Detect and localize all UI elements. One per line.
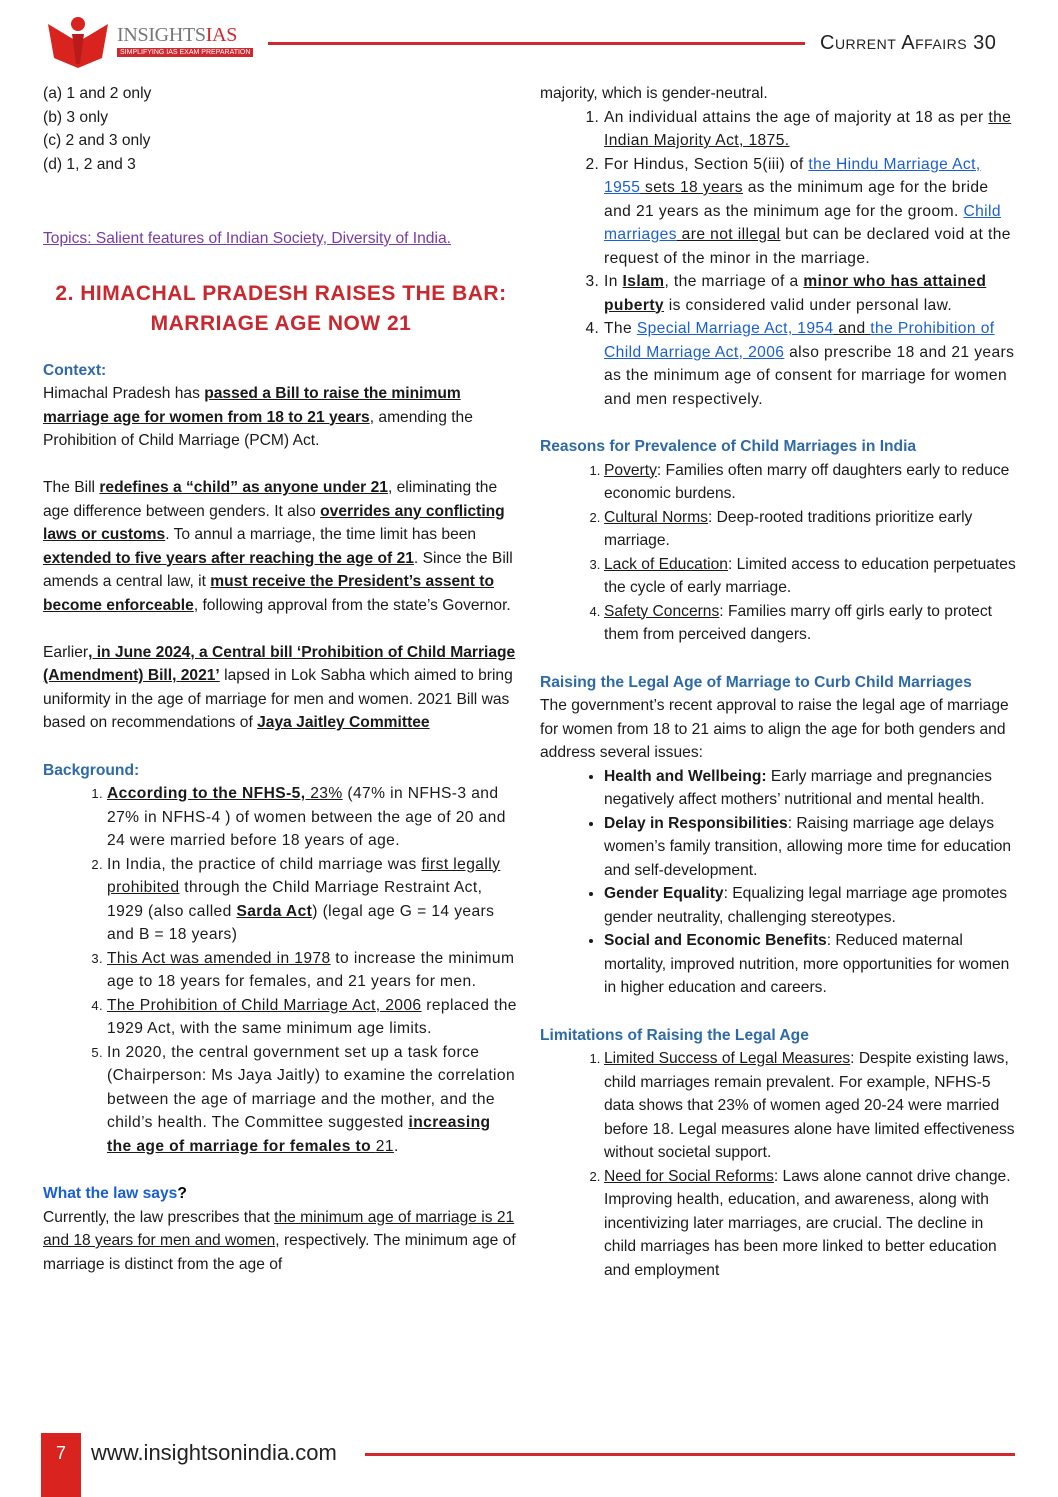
text-segment: Earlier xyxy=(43,643,89,661)
text-segment: the minimum age of marriage is 21 and 18 years for men and women, xyxy=(43,1208,515,1249)
text-segment: Lack of Education xyxy=(604,555,728,573)
list-item xyxy=(604,929,1018,1000)
brand-name xyxy=(117,24,237,47)
majority-lead: majority, which is gender-neutral. xyxy=(540,85,768,102)
text-segment: Delay in Responsibilities xyxy=(604,814,788,832)
list-item xyxy=(604,106,1018,153)
inline-link[interactable]: the Prohibition of Child Marriage Act, 2006 xyxy=(604,320,995,361)
text-segment: replaced the 1929 Act, with the same minimum age limits. xyxy=(107,996,517,1037)
context-paragraph-3 xyxy=(43,641,519,735)
list-item xyxy=(107,1041,519,1159)
background-list xyxy=(43,782,519,1158)
text-segment: An individual attains the age of majority at 18 as per xyxy=(604,108,989,126)
reasons-list xyxy=(540,459,1018,647)
article-heading xyxy=(43,279,519,339)
text-segment: Social and Economic Benefits xyxy=(604,932,827,949)
list-item xyxy=(604,506,1018,553)
law-title: What the law says xyxy=(43,1185,178,1202)
text-segment: Safety Concerns xyxy=(604,602,720,620)
text-segment: sets 18 years xyxy=(640,179,743,196)
law-question-mark: ? xyxy=(177,1185,187,1202)
reasons-heading: Reasons for Prevalence of Child Marriages in India xyxy=(540,438,917,455)
text-segment: the Indian Majority Act, 1875. xyxy=(604,108,1012,149)
text-segment: . To annul a marriage, the time limit has been xyxy=(165,526,477,543)
list-item xyxy=(604,270,1018,317)
text-segment: Poverty xyxy=(604,461,657,479)
text-segment: : Despite existing laws, child marriages remain prevalent. For example, NFHS-5 data shows that 23% of women aged 20-24 were married before 18. Legal measures alone have limited effectiveness without societal support. xyxy=(604,1050,1015,1161)
text-segment: According to the NFHS-5, xyxy=(107,785,311,802)
text-segment: Himachal Pradesh has xyxy=(43,385,205,402)
list-item xyxy=(604,553,1018,600)
text-segment: : Laws alone cannot drive change. Improving health, education, and awareness, along with incentivizing later marriages, are crucial. The decline in child marriages has been more linked to better education and employment xyxy=(604,1167,1011,1279)
text-segment: : Raising marriage age delays women’s family transition, allowing more time for education and self-development. xyxy=(604,814,1012,879)
footer-url[interactable]: www.insightsonindia.com xyxy=(91,1440,337,1465)
logo-reader-icon xyxy=(44,14,114,70)
text-segment: Sarda Act xyxy=(236,902,313,920)
option-b: (b) 3 only xyxy=(43,108,109,126)
footer-divider xyxy=(365,1453,1015,1456)
brand-ias: IAS xyxy=(205,24,238,46)
text-segment: . Since the Bill amends a central law, it xyxy=(43,549,513,590)
majority-list xyxy=(540,106,1018,412)
text-segment: as the minimum age for the bride and 21 years as the minimum age for the groom. xyxy=(604,179,989,220)
inline-link[interactable]: the Hindu Marriage Act, 1955 xyxy=(604,155,981,196)
text-segment: Early marriage and pregnancies negatively affect mothers’ nutritional and mental health. xyxy=(604,767,992,808)
raising-list xyxy=(540,765,1018,1000)
text-segment: increasing the age of marriage for females to xyxy=(107,1114,491,1155)
text-segment: , the marriage of a xyxy=(664,273,804,290)
background-heading: Background: xyxy=(43,761,140,779)
page-number: 7 xyxy=(41,1433,81,1497)
heading-line-1: 2. HIMACHAL PRADESH RAISES THE BAR: xyxy=(55,281,507,305)
context-paragraph-2 xyxy=(43,476,519,617)
brand-tagline: SIMPLIFYING IAS EXAM PREPARATION xyxy=(117,48,253,57)
text-segment: : Deep-rooted traditions prioritize early marriage. xyxy=(604,508,973,549)
text-segment: to increase the minimum age to 18 years for females, and 21 years for men. xyxy=(107,949,515,990)
text-segment: For Hindus, Section 5(iii) of xyxy=(604,155,809,173)
text-segment: The Prohibition of Child Marriage Act, 2006 xyxy=(107,996,422,1014)
text-segment: Need for Social Reforms xyxy=(604,1167,774,1185)
list-item xyxy=(107,853,519,947)
text-segment: 21 xyxy=(375,1137,394,1155)
text-segment: : Limited access to education perpetuates the cycle of early marriage. xyxy=(604,555,1016,596)
header-title: Current Affairs 30 xyxy=(820,32,997,54)
text-segment: Health and Wellbeing: xyxy=(604,767,767,785)
text-segment: This Act was amended in 1978 xyxy=(107,949,331,967)
list-item xyxy=(604,882,1018,929)
text-segment: but can be declared void at the request of the minor in the marriage. xyxy=(604,226,1011,267)
text-segment: Jaya Jaitley Committee xyxy=(257,714,430,731)
topics-link[interactable]: Topics: Salient features of Indian Society, Diversity of India. xyxy=(43,230,451,247)
list-item xyxy=(107,994,519,1041)
text-segment: also prescribe 18 and 21 years as the minimum age of consent for marriage for women and men respectively. xyxy=(604,343,1015,408)
text-segment: : Families often marry off daughters early to reduce economic burdens. xyxy=(604,461,1010,502)
text-segment: Islam xyxy=(622,273,665,290)
text-segment: is considered valid under personal law. xyxy=(663,296,953,314)
right-column xyxy=(540,82,1018,1282)
context-heading: Context: xyxy=(43,361,107,379)
text-segment: In xyxy=(604,273,623,290)
law-paragraph xyxy=(43,1206,519,1277)
text-segment: and xyxy=(833,320,871,337)
option-c: (c) 2 and 3 only xyxy=(43,132,151,149)
list-item xyxy=(604,600,1018,647)
left-column xyxy=(43,82,519,1276)
law-heading xyxy=(43,1182,519,1206)
text-segment: Cultural Norms xyxy=(604,508,708,526)
list-item xyxy=(107,947,519,994)
text-segment: Limited Success of Legal Measures xyxy=(604,1050,851,1067)
text-segment: , amending the Prohibition of Child Marriage (PCM) Act. xyxy=(43,408,473,449)
text-segment: through the Child Marriage Restraint Act, 1929 (also called xyxy=(107,879,483,920)
limitations-heading: Limitations of Raising the Legal Age xyxy=(540,1026,809,1044)
list-item xyxy=(604,317,1018,411)
raising-intro: The government’s recent approval to raise the legal age of marriage for women from 18 to 21 aims to align the age for both genders and address several issues: xyxy=(540,697,1009,761)
list-item xyxy=(604,153,1018,271)
text-segment: minor who has attained puberty xyxy=(604,273,987,314)
text-segment: are not illegal xyxy=(676,226,781,243)
text-segment: first legally prohibited xyxy=(107,855,501,896)
text-segment: extended to five years after reaching the age of 21 xyxy=(43,549,414,567)
context-paragraph-1 xyxy=(43,382,519,453)
text-segment: respectively. The minimum age of marriage is distinct from the age of xyxy=(43,1232,516,1273)
text-segment: passed a Bill to raise the minimum marriage age for women from 18 to 21 years xyxy=(43,385,461,426)
list-item xyxy=(604,1165,1018,1283)
text-segment: . xyxy=(393,1137,399,1155)
text-segment: : Families marry off girls early to protect them from perceived dangers. xyxy=(604,602,992,643)
limitations-list xyxy=(540,1047,1018,1282)
heading-line-2: MARRIAGE AGE NOW 21 xyxy=(150,311,412,335)
brand-insights: INSIGHTS xyxy=(117,24,206,46)
header-divider xyxy=(268,42,805,45)
list-item xyxy=(107,782,519,853)
logo xyxy=(44,14,251,70)
text-segment: ) (legal age G = 14 years and B = 18 years) xyxy=(107,902,495,943)
text-segment: lapsed in Lok Sabha which aimed to bring uniformity in the age of marriage for men and women. 2021 Bill was based on recommendations of xyxy=(43,667,513,731)
raising-heading: Raising the Legal Age of Marriage to Curb Child Marriages xyxy=(540,673,972,691)
text-segment: , eliminating the age difference between genders. It also xyxy=(43,479,498,520)
text-segment: 23% xyxy=(310,785,343,802)
text-segment: must receive the President’s assent to become enforceable xyxy=(43,573,494,614)
text-segment: : Reduced maternal mortality, improved nutrition, more opportunities for women in higher education and careers. xyxy=(604,932,1010,996)
option-a: (a) 1 and 2 only xyxy=(43,85,152,102)
text-segment: , in June 2024, a Central bill ‘Prohibition of Child Marriage (Amendment) Bill, 2021’ xyxy=(43,643,516,684)
list-item xyxy=(604,812,1018,883)
list-item xyxy=(604,1047,1018,1165)
answer-options xyxy=(43,82,519,176)
text-segment: , following approval from the state’s Governor. xyxy=(193,596,511,614)
text-segment: Currently, the law prescribes that xyxy=(43,1208,275,1226)
text-segment: redefines a “child” as anyone under 21 xyxy=(99,479,388,496)
text-segment: In 2020, the central government set up a task force (Chairperson: Ms Jaya Jaitly) to examine the correlation between the age of marriage and the mother, and the child’s health. The Committee suggested xyxy=(107,1043,516,1131)
text-segment: overrides any conflicting laws or customs xyxy=(43,502,505,543)
text-segment: The Bill xyxy=(43,479,100,496)
text-segment: The xyxy=(604,320,637,337)
text-segment: In India, the practice of child marriage was xyxy=(107,855,422,873)
text-segment: (47% in NFHS-3 and 27% in NFHS-4 ) of women between the age of 20 and 24 were married before 18 years of age. xyxy=(107,785,506,849)
list-item xyxy=(604,459,1018,506)
text-segment: : Equalizing legal marriage age promotes gender neutrality, challenging stereotypes. xyxy=(604,885,1008,926)
text-segment: Gender Equality xyxy=(604,885,724,902)
inline-link[interactable]: Special Marriage Act, 1954 xyxy=(636,320,834,337)
list-item xyxy=(604,765,1018,812)
inline-link[interactable]: Child marriages xyxy=(604,202,1001,243)
option-d: (d) 1, 2 and 3 xyxy=(43,155,136,173)
